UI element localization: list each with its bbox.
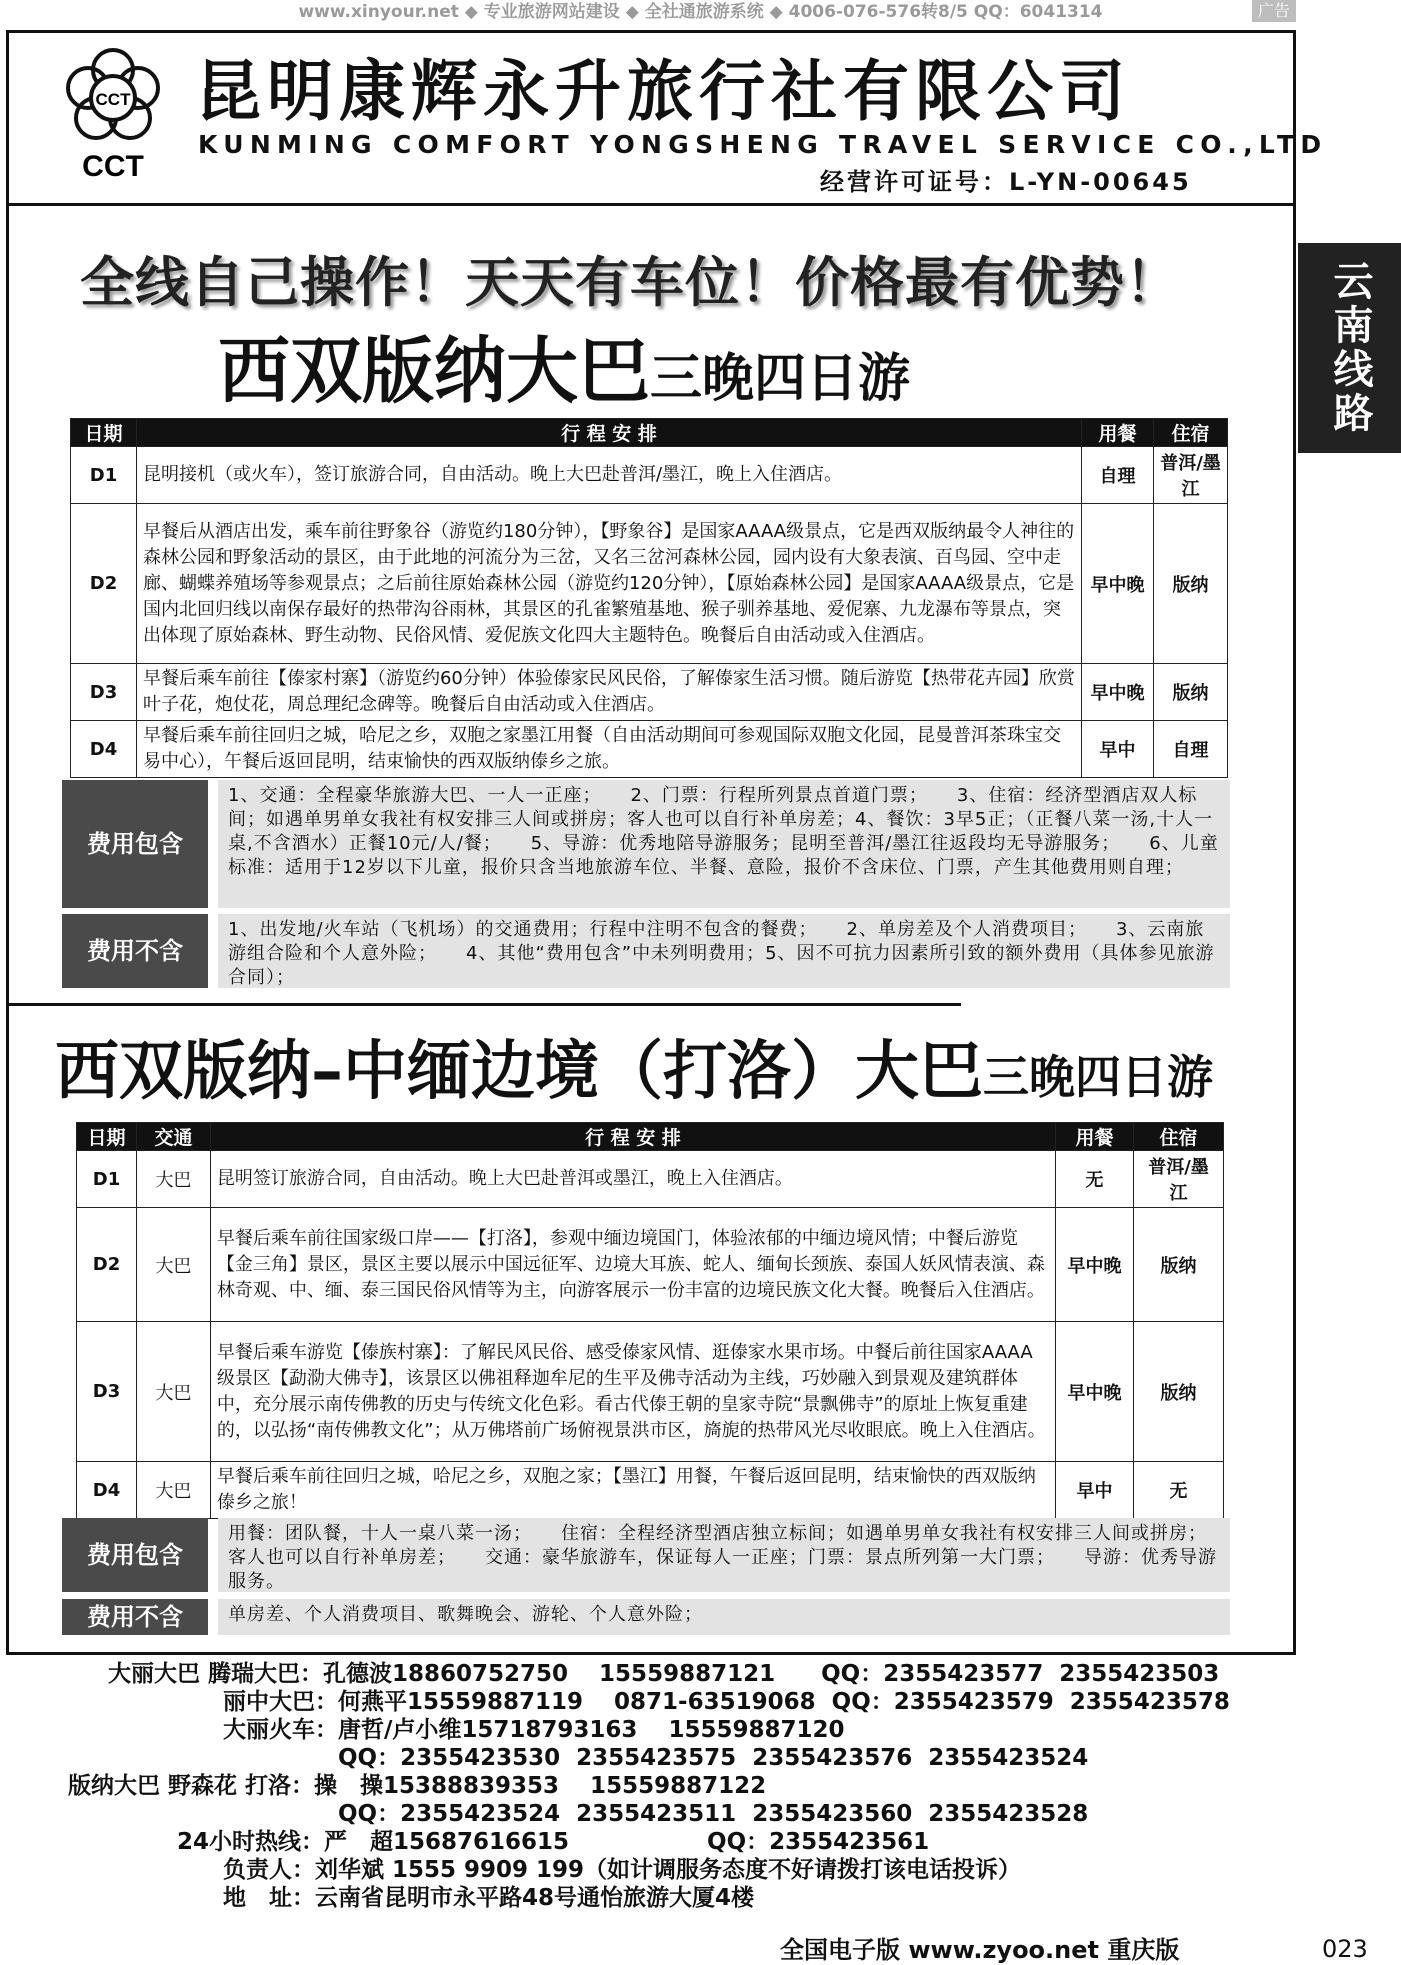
- route1-fee-exclude-label: 费用不含: [62, 914, 208, 988]
- route2-fee-include-label: 费用包含: [62, 1518, 208, 1592]
- table-row: D3 早餐后乘车前往【傣家村寨】（游览约60分钟）体验傣家民风民俗，了解傣家生活习惯。随后游览【热带花卉园】欣赏叶子花，炮仗花，周总理纪念碑等。晚餐后自由活动或入住酒店。 早中晚 版纳: [71, 664, 1228, 721]
- edition-bar: 全国电子版 www.zyoo.net 重庆版: [780, 1936, 1180, 1964]
- route1-title-main: 西双版纳大巴: [218, 329, 651, 413]
- page-number: 023: [1322, 1935, 1368, 1963]
- route1-fee-include: 1、交通：全程豪华旅游大巴、一人一正座； 2、门票：行程所列景点首道门票； 3、住宿：经济型酒店双人标间；如遇单男单女我社有权安排三人间或拼房；客人也可以自行补单房差；4、餐饮：3早5正；（正餐八菜一汤,十人一桌,不含酒水）正餐10元/人/餐； 5、导游：优秀地陪导游服务；昆明至普洱/墨江往返段均无导游服务； 6、儿童标准：适用于12岁以下儿童，报价只含当地旅游车位、半餐、意险，报价不含床位、门票，产生其他费用则自理；: [218, 780, 1230, 908]
- route2-fee-exclude: 单房差、个人消费项目、歌舞晚会、游轮、个人意外险；: [218, 1599, 1230, 1635]
- contact-line: 负责人：刘华斌 1555 9909 199（如计调服务态度不好请拨打该电话投诉）: [108, 1857, 1022, 1883]
- col-stay: 住宿: [1134, 1123, 1224, 1151]
- contact-line: QQ：2355423524 2355423511 2355423560 2355423528: [108, 1801, 1089, 1827]
- ad-tag: 广告: [1252, 0, 1296, 22]
- side-tab-yunnan[interactable]: 云南线路: [1298, 243, 1401, 453]
- col-schedule: 行 程 安 排: [210, 1123, 1055, 1151]
- table-header: [77, 1123, 1224, 1151]
- table-row: D1 昆明接机（或火车），签订旅游合同，自由活动。晚上大巴赴普洱/墨江，晚上入住酒店。 自理 普洱/墨江: [71, 447, 1228, 504]
- table-row: D2 早餐后从酒店出发，乘车前往野象谷（游览约180分钟），【野象谷】是国家AAAA级景点，它是西双版纳最令人神往的森林公园和野象活动的景区，由于此地的河流分为三岔，又名三岔河森林公园，园内设有大象表演、百鸟园、空中走廊、蝴蝶养殖场等参观景点；之后前往原始森林公园（游览约120分钟），【原始森林公园】是国家AAAA级景点，它是国内北回归线以南保存最好的热带沟谷雨林，其景区的孔雀繁殖基地、猴子驯养基地、爱伲寨、九龙瀑布等景点，突出体现了原始森林、野生动物、民俗风情、爱伲族文化四大主题特色。晚餐后自由活动或入住酒店。 早中晚 版纳: [71, 504, 1228, 664]
- table-row: D3 大巴 早餐后乘车游览【傣族村寨】：了解民风民俗、感受傣家风情、逛傣家水果市场。中餐后前往国家AAAA级景区【勐泐大佛寺】，该景区以佛祖释迦牟尼的生平及佛寺活动为主线，巧妙融入到景观及建筑群体中，充分展示南传佛教的历史与传统文化色彩。看古代傣王朝的皇家寺院“景飘佛寺”的原址上恢复重建的，以弘扬“南传佛教文化”；从万佛塔前广场俯视景洪市区，旖旎的热带风光尽收眼底。晚上入住酒店。 早中晚 版纳: [77, 1322, 1224, 1462]
- contact-line: 地 址：云南省昆明市永平路48号通怡旅游大厦4楼: [108, 1885, 755, 1911]
- cct-logo: [58, 48, 168, 188]
- table-row: D2 大巴 早餐后乘车前往国家级口岸——【打洛】，参观中缅边境国门，体验浓郁的中缅边境风情；中餐后游览【金三角】景区，景区主要以展示中国远征军、边境大耳族、蛇人、缅甸长颈族、泰国人妖风情表演、森林奇观、中、缅、泰三国民俗风情等为主，向游客展示一份丰富的边境民族文化大餐。晚餐后入住酒店。 早中晚 版纳: [77, 1208, 1224, 1322]
- contact-line: 大丽大巴 腾瑞大巴：孔德波18860752750 15559887121 QQ：2355423577 2355423503: [108, 1661, 1220, 1687]
- slogan: 全线自己操作！天天有车位！价格最有优势！: [80, 251, 1180, 314]
- top-banner: www.xinyour.net ◆ 专业旅游网站建设 ◆ 全社通旅游系统 ◆ 4006-076-576转8/5 QQ：6041314: [298, 2, 1103, 22]
- company-name-en: KUNMING COMFORT YONGSHENG TRAVEL SERVICE CO.,LTD: [198, 130, 1328, 159]
- table-header: [71, 419, 1228, 447]
- route1-fee-exclude: 1、出发地/火车站（飞机场）的交通费用；行程中注明不包含的餐费； 2、单房差及个人消费项目； 3、云南旅游组合险和个人意外险； 4、其他“费用包含”中未列明费用；5、因不可抗力因素所引致的额外费用（具体参见旅游合同）；: [218, 914, 1230, 988]
- col-date: 日期: [77, 1123, 137, 1151]
- contact-line: 版纳大巴 野森花 打洛：操 操15388839353 15559887122: [68, 1773, 767, 1799]
- section-divider: [6, 1003, 961, 1006]
- route2-title-sub: 三晚四日游: [983, 1050, 1213, 1104]
- logo-sub-text: CCT: [82, 150, 144, 183]
- contact-line: 丽中大巴：何燕平15559887119 0871-63519068 QQ：2355423579 2355423578: [108, 1689, 1230, 1715]
- route1-fee-include-label: 费用包含: [62, 780, 208, 908]
- route2-title: [55, 1035, 1213, 1109]
- license-number: 经营许可证号：L-YN-00645: [820, 168, 1192, 196]
- route1-title: [218, 329, 911, 413]
- contact-block: [0, 1658, 1296, 1928]
- route1-itinerary-table: [70, 418, 1228, 778]
- route2-itinerary-table: [76, 1122, 1224, 1519]
- table-row: D1 大巴 昆明签订旅游合同，自由活动。晚上大巴赴普洱或墨江，晚上入住酒店。 无 普洱/墨江: [77, 1151, 1224, 1208]
- table-row: D4 大巴 早餐后乘车前往回归之城，哈尼之乡，双胞之家；【墨江】用餐，午餐后返回昆明，结束愉快的西双版纳傣乡之旅！ 早中 无: [77, 1462, 1224, 1519]
- contact-line: 大丽火车：唐哲/卢小维15718793163 15559887120: [108, 1717, 845, 1743]
- col-meal: 用餐: [1082, 419, 1154, 447]
- col-stay: 住宿: [1154, 419, 1228, 447]
- route1-title-sub: 三晚四日游: [650, 349, 911, 409]
- table-row: D4 早餐后乘车前往回归之城，哈尼之乡，双胞之家墨江用餐（自由活动期间可参观国际双胞文化园，昆曼普洱茶珠宝交易中心），午餐后返回昆明，结束愉快的西双版纳傣乡之旅。 早中 自理: [71, 721, 1228, 778]
- route2-title-main: 西双版纳–中缅边境（打洛）大巴: [55, 1035, 983, 1109]
- company-name-cn: 昆明康辉永升旅行社有限公司: [195, 53, 1131, 130]
- col-meal: 用餐: [1056, 1123, 1134, 1151]
- col-schedule: 行 程 安 排: [136, 419, 1081, 447]
- col-traffic: 交通: [136, 1123, 210, 1151]
- route2-fee-include: 用餐：团队餐，十人一桌八菜一汤； 住宿：全程经济型酒店独立标间；如遇单男单女我社有权安排三人间或拼房；客人也可以自行补单房差； 交通：豪华旅游车，保证每人一正座；门票：景点所列第一大门票； 导游：优秀导游服务。: [218, 1518, 1230, 1592]
- col-date: 日期: [71, 419, 137, 447]
- route2-fee-exclude-label: 费用不含: [62, 1599, 208, 1635]
- contact-line: QQ：2355423530 2355423575 2355423576 2355423524: [108, 1745, 1089, 1771]
- logo-text: CCT: [95, 90, 131, 109]
- contact-line: 24小时热线：严 超15687616615 QQ：2355423561: [108, 1829, 930, 1855]
